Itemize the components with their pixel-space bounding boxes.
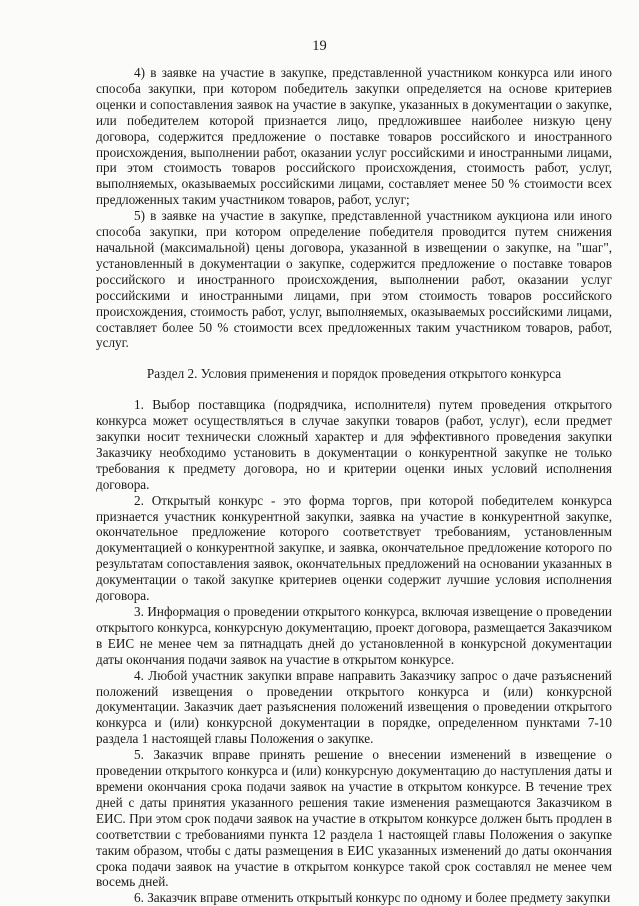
document-body [96, 65, 612, 906]
paragraph-clause-3: 3. Информация о проведении открытого конкурса, включая извещение о проведении открытого конкурса, конкурсную документацию, проект договора, размещается Заказчиком в ЕИС не менее чем за пятнадцать дней до установленной в конкурсной документации даты окончания подачи заявок на участие в открытом конкурсе. [96, 604, 612, 667]
paragraph-clause-2: 2. Открытый конкурс - это форма торгов, при которой победителем конкурса признается участник конкурентной закупки, заявка на участие в конкурентной закупке, окончательное предложение которого соответствует требованиям, установленным документацией о конкурентной закупке, и заявка, окончательное предложение которого по результатам сопоставления заявок, окончательных предложений на основании указанных в документации о такой закупке критериев оценки содержит лучшие условия исполнения договора. [96, 492, 612, 604]
paragraph-clause-4: 4. Любой участник закупки вправе направить Заказчику запрос о даче разъяснений положений извещения о проведении открытого конкурса и (или) конкурсной документации. Заказчик дает разъяснения положений извещения о проведении открытого конкурса и (или) конкурсной документации в порядке, определенном пунктами 7-10 раздела 1 настоящей главы Положения о закупке. [96, 667, 612, 747]
paragraph-clause-6: 6. Заказчик вправе отменить открытый конкурс по одному и более предмету закупки [134, 890, 611, 906]
paragraph-clause-5: 5. Заказчик вправе принять решение о внесении изменений в извещение о проведении открытого конкурса и (или) конкурсную документацию до наступления даты и времени окончания срока подачи заявок на участие в открытом конкурсе. В течение трех дней с даты принятия указанного решения такие изменения размещаются Заказчиком в ЕИС. При этом срок подачи заявок на участие в открытом конкурсе должен быть продлен в соответствии с требованиями пункта 12 раздела 1 настоящей главы Положения о закупке таким образом, чтобы с даты размещения в ЕИС указанных изменений до даты окончания срока подачи заявок на участие в открытом конкурсе такой срок составлял не менее чем восемь дней. [96, 747, 612, 890]
section-heading: Раздел 2. Условия применения и порядок проведения открытого конкурса [146, 366, 562, 382]
page-number: 19 [312, 38, 327, 54]
paragraph-item-4: 4) в заявке на участие в закупке, представленной участником конкурса или иного способа закупки, при котором победитель закупки определяется на основе критериев оценки и сопоставления заявок на участие в закупке, указанных в документации о закупке, или победителем которой признается лицо, предложившее наиболее низкую цену договора, содержится предложение о поставке товаров российского и иностранного происхождения, выполнении работ, оказании услуг российскими и иностранными лицами, при этом стоимость товаров российского происхождения, стоимость работ, услуг, выполняемых, оказываемых российскими лицами, составляет менее 50 % стоимости всех предложенных таким участником товаров, работ, услуг; [96, 65, 612, 208]
paragraph-clause-1: 1. Выбор поставщика (подрядчика, исполнителя) путем проведения открытого конкурса может осуществляться в случае закупки товаров (работ, услуг), если предмет закупки носит технически сложный характер и для эффективного проведения закупки Заказчику необходимо установить в документации о конкурентной закупке не только требования к предмету договора, но и критерии оценки иных условий исполнения договора. [96, 397, 612, 492]
paragraph-item-5: 5) в заявке на участие в закупке, представленной участником аукциона или иного способа закупки, при котором определение победителя проводится путем снижения начальной (максимальной) цены договора, указанной в извещении о закупке, на "шаг", установленный в документации о закупке, содержится предложение о поставке товаров российского и иностранного происхождения, выполнении работ, оказании услуг российскими и иностранными лицами, при этом стоимость товаров российского происхождения, стоимость работ, услуг, выполняемых, оказываемых российскими лицами, составляет более 50 % стоимости всех предложенных таким участником товаров, работ, услуг. [96, 208, 612, 351]
